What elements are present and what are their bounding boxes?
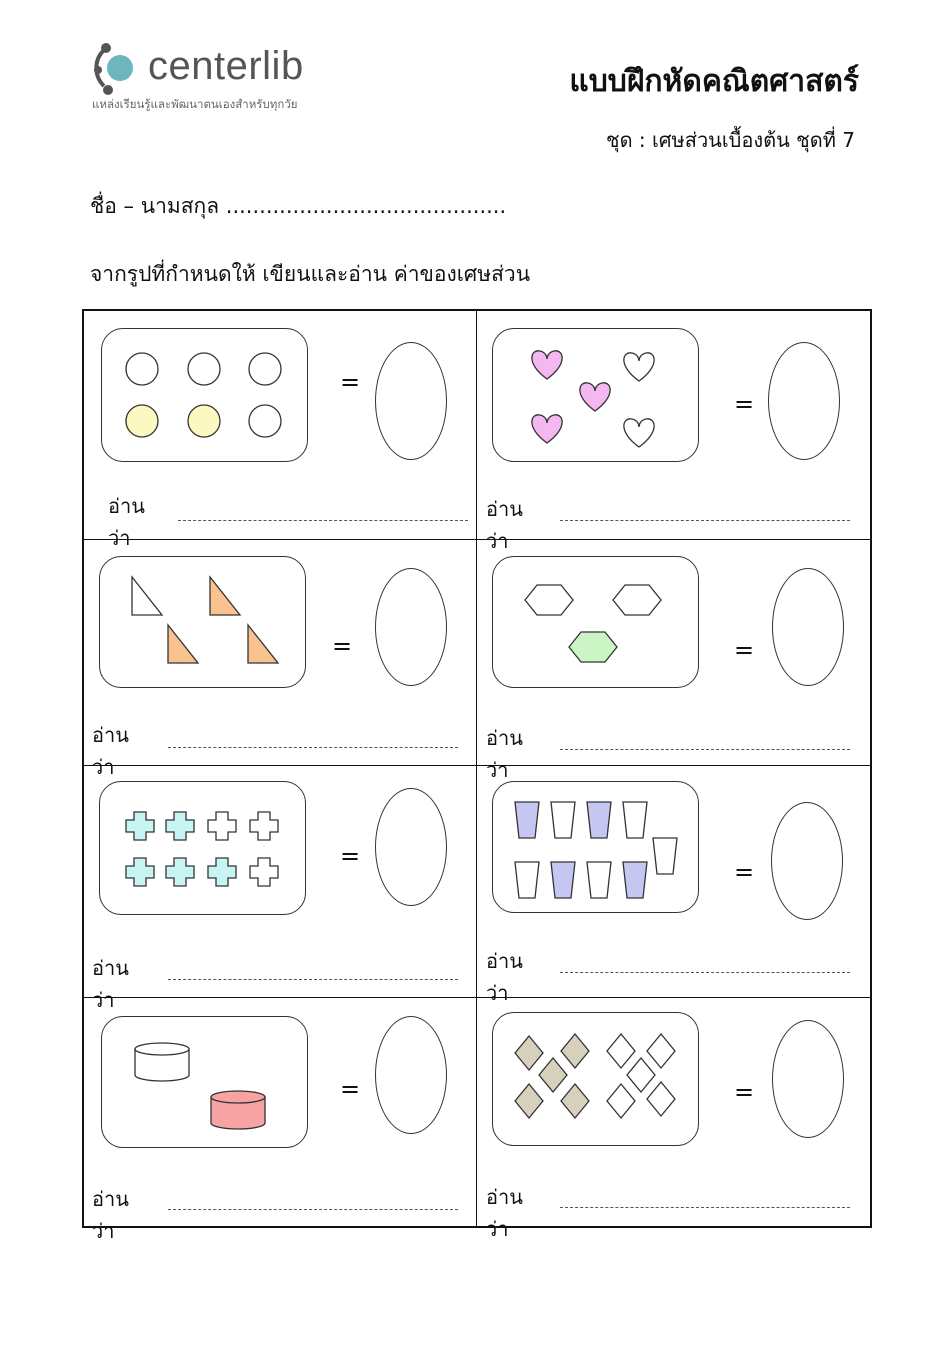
fraction-picture: [100, 557, 307, 689]
hexagon-shape-unshaded: [613, 585, 661, 615]
circle-shape-unshaded: [188, 353, 220, 385]
cross-shape-shaded: [126, 812, 154, 840]
cross-shape-unshaded: [208, 812, 236, 840]
logo-node-bottom: [103, 85, 113, 95]
fraction-picture: [102, 329, 309, 463]
diamond-shape-shaded: [561, 1084, 589, 1118]
heart-shape-unshaded: [624, 419, 654, 447]
diamond-shape-unshaded: [607, 1084, 635, 1118]
circle-shape-shaded: [126, 405, 158, 437]
cup-shape-unshaded: [587, 862, 611, 898]
read-as-answer-line[interactable]: [560, 749, 850, 750]
diamond-shape-unshaded: [607, 1034, 635, 1068]
diamond-shape-shaded: [539, 1058, 567, 1092]
read-as-label: อ่านว่า: [486, 497, 523, 553]
triangle-shape-shaded: [168, 625, 198, 663]
cup-shape-shaded: [587, 802, 611, 838]
equals-sign: =: [340, 1075, 361, 1103]
grid-divider-vertical: [476, 311, 477, 1226]
logo-wordmark: centerlib: [148, 44, 304, 88]
cylinder-shape-unshaded: [135, 1043, 189, 1081]
answer-oval[interactable]: [375, 788, 447, 906]
circle-shape-unshaded: [126, 353, 158, 385]
picture-card: [99, 781, 306, 915]
equals-sign: =: [734, 1078, 755, 1106]
picture-card: [101, 1016, 308, 1148]
page-title: แบบฝึกหัดคณิตศาสตร์: [569, 64, 859, 99]
student-name-field[interactable]: ชื่อ – นามสกุล ..........................................: [90, 194, 507, 218]
logo-node-left: [94, 66, 102, 74]
equals-sign: =: [340, 368, 361, 396]
fraction-picture: [493, 329, 700, 463]
cup-shape-shaded: [515, 802, 539, 838]
equals-sign: =: [734, 636, 755, 664]
read-as-answer-line[interactable]: [560, 1207, 850, 1208]
circle-shape-unshaded: [249, 405, 281, 437]
cross-shape-shaded: [166, 858, 194, 886]
cup-shape-shaded: [623, 862, 647, 898]
worksheet-subtitle: ชุด : เศษส่วนเบื้องต้น ชุดที่ 7: [606, 128, 855, 152]
read-as-label: อ่านว่า: [486, 1185, 523, 1241]
triangle-shape-shaded: [248, 625, 278, 663]
picture-card: [492, 328, 699, 462]
read-as-label: อ่านว่า: [486, 949, 523, 1005]
diamond-shape-unshaded: [647, 1082, 675, 1116]
triangle-shape-unshaded: [132, 577, 162, 615]
cup-shape-unshaded: [515, 862, 539, 898]
cross-shape-shaded: [208, 858, 236, 886]
triangle-shape-shaded: [210, 577, 240, 615]
heart-shape-shaded: [532, 415, 562, 443]
read-as-answer-line[interactable]: [560, 972, 850, 973]
cup-shape-shaded: [551, 862, 575, 898]
cup-shape-unshaded: [653, 838, 677, 874]
answer-oval[interactable]: [375, 342, 447, 460]
equals-sign: =: [340, 842, 361, 870]
equals-sign: =: [734, 858, 755, 886]
fraction-picture: [493, 1013, 700, 1147]
answer-oval[interactable]: [772, 1020, 844, 1138]
grid-divider-row-1: [84, 539, 870, 540]
grid-divider-row-2: [84, 765, 870, 766]
cross-shape-unshaded: [250, 858, 278, 886]
picture-card: [101, 328, 308, 462]
read-as-answer-line[interactable]: [168, 747, 458, 748]
grid-divider-row-3: [84, 997, 870, 998]
fraction-picture: [493, 557, 700, 689]
read-as-label: อ่านว่า: [92, 723, 129, 779]
read-as-answer-line[interactable]: [178, 520, 468, 521]
fraction-picture: [102, 1017, 309, 1149]
hexagon-shape-shaded: [569, 632, 617, 662]
fraction-picture: [493, 782, 700, 914]
cross-shape-shaded: [166, 812, 194, 840]
diamond-shape-shaded: [561, 1034, 589, 1068]
heart-shape-unshaded: [624, 353, 654, 381]
answer-oval[interactable]: [375, 568, 447, 686]
read-as-label: อ่านว่า: [486, 726, 523, 782]
cross-shape-shaded: [126, 858, 154, 886]
read-as-label: อ่านว่า: [92, 956, 129, 1012]
heart-shape-shaded: [580, 383, 610, 411]
circle-shape-unshaded: [249, 353, 281, 385]
molecule-icon: [94, 43, 133, 95]
answer-oval[interactable]: [771, 802, 843, 920]
cup-shape-unshaded: [551, 802, 575, 838]
logo-center-dot: [107, 55, 133, 81]
diamond-shape-unshaded: [627, 1058, 655, 1092]
picture-card: [492, 556, 699, 688]
fraction-picture: [100, 782, 307, 916]
answer-oval[interactable]: [375, 1016, 447, 1134]
answer-oval[interactable]: [768, 342, 840, 460]
read-as-answer-line[interactable]: [168, 1209, 458, 1210]
circle-shape-shaded: [188, 405, 220, 437]
instruction-text: จากรูปที่กำหนดให้ เขียนและอ่าน ค่าของเศษส่วน: [90, 262, 531, 286]
heart-shape-shaded: [532, 351, 562, 379]
read-as-answer-line[interactable]: [168, 979, 458, 980]
picture-card: [492, 781, 699, 913]
diamond-shape-shaded: [515, 1084, 543, 1118]
diamond-shape-unshaded: [647, 1034, 675, 1068]
diamond-shape-shaded: [515, 1036, 543, 1070]
logo-node-top: [101, 43, 111, 53]
answer-oval[interactable]: [772, 568, 844, 686]
hexagon-shape-unshaded: [525, 585, 573, 615]
cup-shape-unshaded: [623, 802, 647, 838]
cylinder-shape-shaded: [211, 1091, 265, 1129]
cross-shape-unshaded: [250, 812, 278, 840]
read-as-answer-line[interactable]: [560, 520, 850, 521]
read-as-label: อ่านว่า: [92, 1187, 129, 1243]
logo-tagline: แหล่งเรียนรู้และพัฒนาตนเองสำหรับทุกวัย: [92, 97, 298, 111]
exercise-grid: [82, 309, 872, 1243]
equals-sign: =: [332, 632, 353, 660]
picture-card: [99, 556, 306, 688]
picture-card: [492, 1012, 699, 1146]
read-as-label: อ่านว่า: [108, 494, 145, 550]
equals-sign: =: [734, 390, 755, 418]
